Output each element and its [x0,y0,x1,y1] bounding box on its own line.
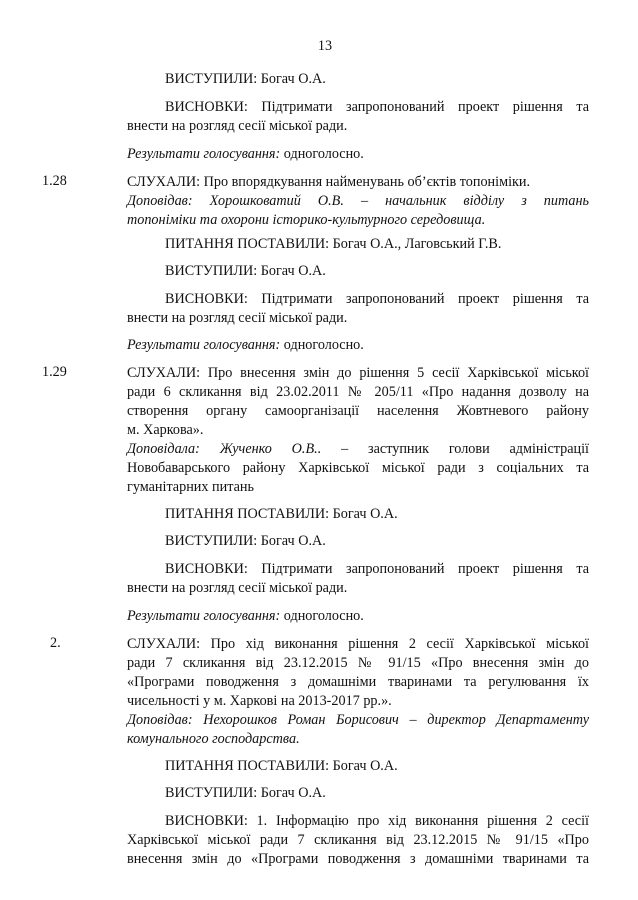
heard-line: СЛУХАЛИ: Про хід виконання рішення 2 сесії Харківської міської [127,636,589,652]
spoke-line: ВИСТУПИЛИ: Богач О.А. [165,785,326,801]
speaker-line [127,440,589,459]
heard-line: ради 6 скликання від 23.02.2011 № 205/11 «Про надання дозволу на [127,384,589,400]
conclusion-line: внесення змін до «Програми поводження з домашніми тваринами та [127,851,589,867]
speaker-line: Доповідав: Нехорошков Роман Борисович – директор Департаменту [127,712,589,728]
spoke-line: ВИСТУПИЛИ: Богач О.А. [165,533,326,549]
raised-line: ПИТАННЯ ПОСТАВИЛИ: Богач О.А. [165,506,398,522]
conclusion-line: внести на розгляд сесії міської ради. [127,580,348,596]
speaker-line: Доповідав: Хорошковатий О.В. – начальник відділу з питань [127,193,589,209]
conclusion-line: ВИСНОВКИ: Підтримати запропонований проект рішення та [165,561,589,577]
conclusion-line: ВИСНОВКИ: Підтримати запропонований проект рішення та [165,291,589,307]
voting-label: Результати голосування: [127,608,281,624]
conclusion-line: ВИСНОВКИ: 1. Інформацію про хід виконання рішення 2 сесії [165,813,589,829]
voting-result [127,336,589,355]
speaker-line: комунального господарства. [127,731,300,747]
heard-line: ради 7 скликання від 23.12.2015 № 91/15 «Про внесення змін до [127,655,589,671]
speaker-name: Доповідала: Жученко О.В.. [127,441,322,457]
heard-line: м. Харкова». [127,422,204,438]
heard-line: СЛУХАЛИ: Про внесення змін до рішення 5 сесії Харківської міської [127,365,589,381]
heard-line: СЛУХАЛИ: Про впорядкування найменувань об’єктів топоніміки. [127,174,531,190]
voting-label: Результати голосування: [127,337,281,353]
voting-result [127,145,589,164]
speaker-line: топоніміки та охорони історико-культурного середовища. [127,212,486,228]
item-number: 1.29 [42,364,67,380]
page-number: 13 [317,38,333,54]
conclusion-line: ВИСНОВКИ: Підтримати запропонований проект рішення та [165,99,589,115]
item-number: 2. [50,635,61,651]
heard-line: чисельності у м. Харкові на 2013-2017 рр.». [127,693,392,709]
voting-label: Результати голосування: [127,146,281,162]
heard-line: створення органу самоорганізації населення Жовтневого району [127,403,589,419]
voting-value: одноголосно. [280,337,364,353]
raised-line: ПИТАННЯ ПОСТАВИЛИ: Богач О.А. [165,758,398,774]
raised-line: ПИТАННЯ ПОСТАВИЛИ: Богач О.А., Лаговський Г.В. [165,236,502,252]
item-number: 1.28 [42,173,67,189]
speaker-line: Новобаварського району Харківської міської ради з соціальних та [127,460,589,476]
conclusion-line: внести на розгляд сесії міської ради. [127,118,348,134]
heard-line: «Програми поводження з домашніми тваринами та регулювання їх [127,674,589,690]
spoke-line: ВИСТУПИЛИ: Богач О.А. [165,71,326,87]
speaker-position: – заступник голови адміністрації [321,441,589,457]
voting-value: одноголосно. [280,146,364,162]
voting-result [127,607,589,626]
voting-value: одноголосно. [280,608,364,624]
speaker-line: гуманітарних питань [127,479,254,495]
conclusion-line: Харківської міської ради 7 скликання від 23.12.2015 № 91/15 «Про [127,832,589,848]
spoke-line: ВИСТУПИЛИ: Богач О.А. [165,263,326,279]
conclusion-line: внести на розгляд сесії міської ради. [127,310,348,326]
